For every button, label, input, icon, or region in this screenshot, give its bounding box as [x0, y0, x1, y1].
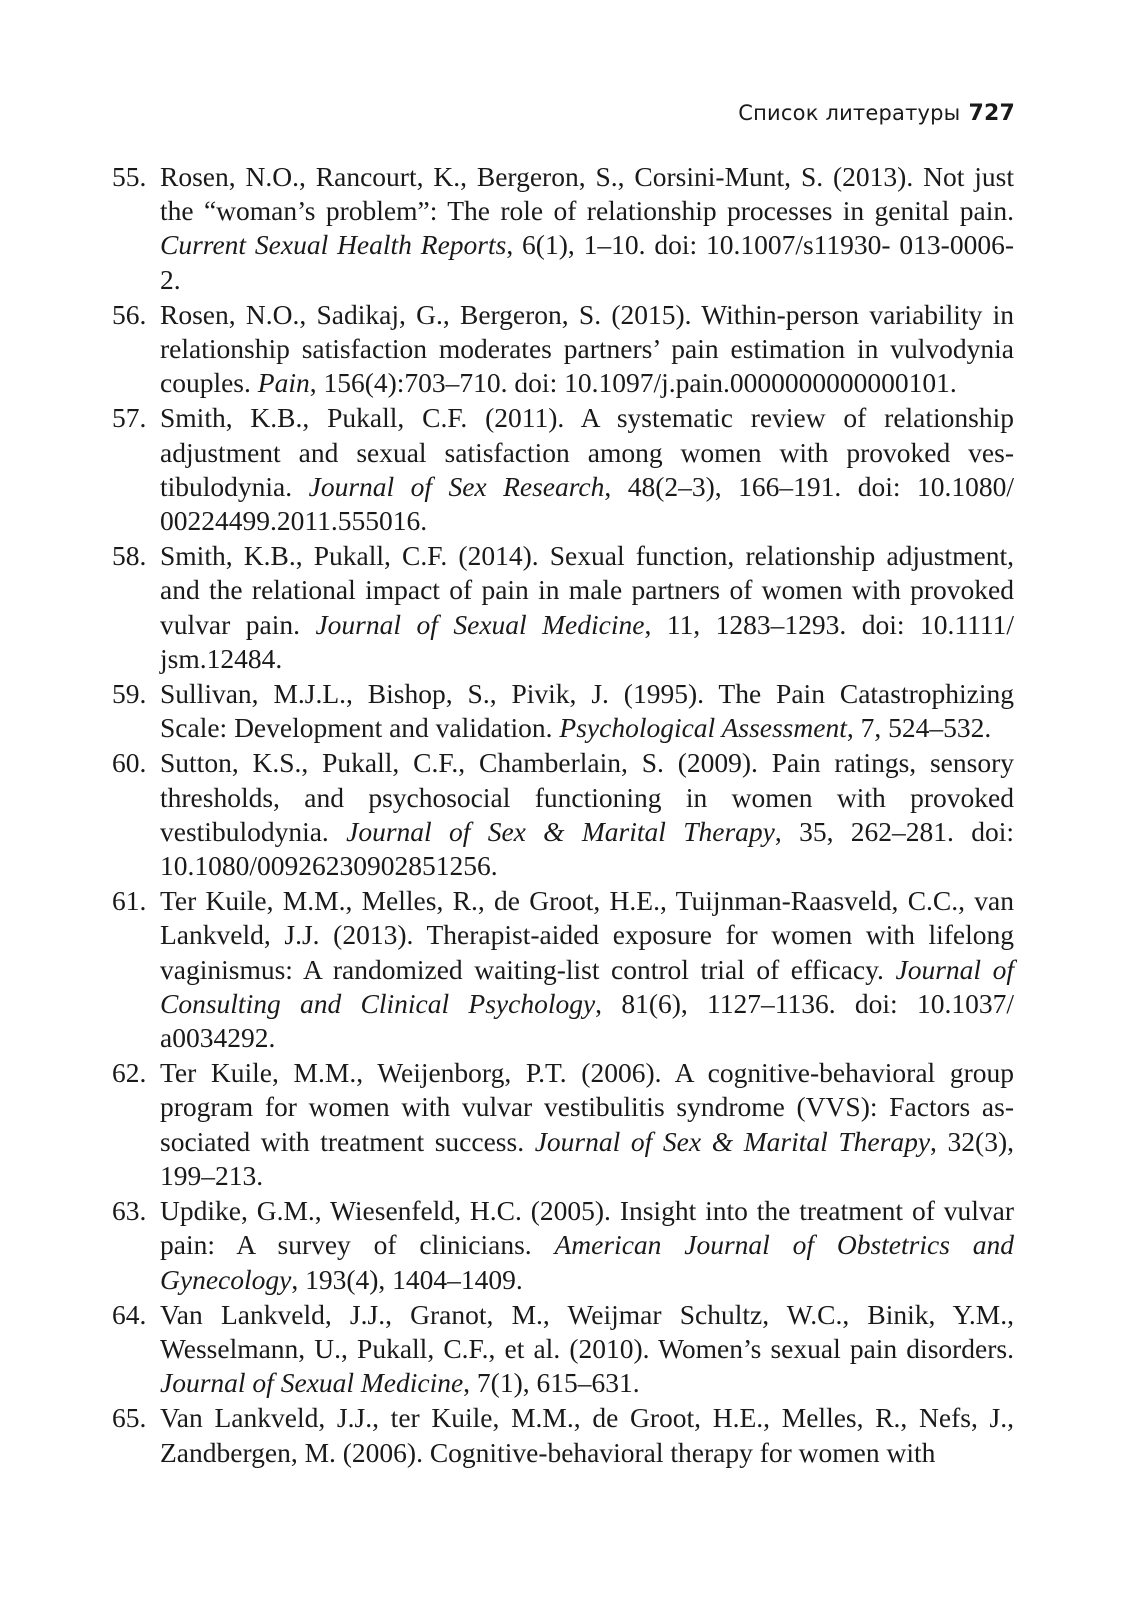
reference-text-segment: , 7, 524–532.	[846, 712, 992, 744]
running-head	[738, 101, 1015, 126]
reference-text-segment: Rosen, N.O., Rancourt, K., Bergeron, S., Corsini-Munt, S. (2013). Not just the “woman’s problem”: The role of relationship processes in genital pain.	[160, 161, 1014, 227]
reference-number: 61.	[112, 885, 147, 917]
reference-number: 60.	[112, 747, 147, 779]
reference-text-segment: , 48(2–3), 166–191. doi: 10.1080/ 00224499.2011.555016.	[160, 470, 1014, 537]
reference-source-title: Journal of Sex & Marital Therapy	[346, 815, 775, 847]
section-title: Список литературы	[738, 101, 961, 125]
reference-text-segment: Smith, K.B., Pukall, C.F. (2014). Sexual function, relationship adjustment, and the relational impact of pain in male partners of women with provoked vulvar pain.	[160, 540, 1014, 640]
reference-text	[160, 885, 1014, 1053]
reference-text	[160, 678, 1014, 743]
reference-text-segment: Van Lankveld, J.J., Granot, M., Weijmar Schultz, W.C., Binik, Y.M., Wesselmann, U., Pukall, C.F., et al. (2010). Women’s sexual pain disorders.	[160, 1298, 1014, 1364]
reference-text-segment: Updike, G.M., Wiesenfeld, H.C. (2005). Insight into the treatment of vulvar pain: A survey of clinicians.	[160, 1195, 1014, 1261]
reference-text	[160, 402, 1014, 536]
reference-text-segment: , 32(3), 199–213.	[160, 1125, 1014, 1191]
reference-item	[112, 884, 1014, 1055]
reference-item	[112, 746, 1014, 883]
reference-text-segment: Ter Kuile, M.M., Weijenborg, P.T. (2006). A cognitive-behavioral group program for women with vulvar vestibulitis syndrome (VVS): Factors associated with treatment success.	[160, 1057, 1014, 1157]
reference-text-segment: , 193(4), 1404–1409.	[291, 1263, 523, 1295]
reference-text	[160, 1299, 1014, 1398]
reference-item	[112, 298, 1014, 401]
reference-source-title: Journal of Sexual Medicine	[315, 608, 645, 640]
reference-text-segment: , 156(4):703–710. doi: 10.1097/j.pain.0000000000000101.	[309, 367, 957, 399]
reference-number: 62.	[112, 1057, 147, 1089]
reference-number: 55.	[112, 161, 147, 192]
reference-item	[112, 1298, 1014, 1401]
reference-item	[112, 1056, 1014, 1193]
reference-number: 59.	[112, 678, 147, 710]
reference-text-segment: Rosen, N.O., Sadikaj, G., Bergeron, S. (2015). Within-person variability in relationship satisfaction moderates partners’ pain estimation in vulvodynia couples.	[160, 298, 1014, 399]
reference-number: 64.	[112, 1298, 147, 1330]
reference-text	[160, 1057, 1014, 1191]
reference-item	[112, 677, 1014, 745]
reference-number: 56.	[112, 298, 147, 330]
reference-text-segment: , 7(1), 615–631.	[463, 1367, 640, 1399]
reference-text-segment: Sullivan, M.J.L., Bishop, S., Pivik, J. (1995). The Pain Catastrophizing Scale: Development and validation.	[160, 678, 1014, 744]
reference-number: 58.	[112, 540, 147, 572]
reference-text	[160, 299, 1014, 398]
reference-source-title: Current Sexual Health Reports	[160, 229, 507, 261]
reference-text-segment: , 81(6), 1127–1136. doi: 10.1037/ a0034292.	[160, 987, 1014, 1054]
reference-list	[112, 160, 1014, 1471]
reference-text-segment: Ter Kuile, M.M., Melles, R., de Groot, H.E., Tuijnman-Raasveld, C.C., van Lankveld, J.J. (2013). Therapist-aided exposure for women with lifelong vaginismus: A randomized waiting-list control trial of efficacy.	[160, 885, 1014, 985]
reference-source-title: Journal of Sex & Marital Therapy	[534, 1125, 931, 1157]
reference-item	[112, 1401, 1014, 1469]
reference-number: 65.	[112, 1402, 147, 1434]
reference-source-title: Journal of Sexual Medicine	[160, 1367, 464, 1399]
reference-number: 63.	[112, 1195, 147, 1227]
reference-text	[160, 1402, 1014, 1467]
reference-text	[160, 540, 1014, 674]
reference-text	[160, 747, 1014, 881]
page-number: 727	[968, 101, 1015, 126]
reference-text-segment: , 11, 1283–1293. doi: 10.1111/ jsm.12484.	[160, 608, 1015, 674]
reference-item	[112, 401, 1014, 538]
reference-number: 57.	[112, 402, 147, 434]
reference-text-segment: , 6(1), 1–10. doi: 10.1007/s11930- 013-0006-2.	[160, 229, 1014, 295]
reference-source-title: American Journal of Obstetrics and Gynecology	[160, 1229, 1014, 1295]
reference-item	[112, 1194, 1014, 1297]
reference-text-segment: Van Lankveld, J.J., ter Kuile, M.M., de Groot, H.E., Melles, R., Nefs, J., Zandbergen, M. (2006). Cognitive-behavioral therapy for women with	[160, 1402, 1014, 1468]
reference-text-segment: , 35, 262–281. doi: 10.1080/00926230902851256.	[160, 815, 1014, 882]
reference-source-title: Pain	[257, 367, 310, 399]
reference-text	[160, 1195, 1014, 1294]
reference-item	[112, 539, 1014, 676]
reference-text-segment: Smith, K.B., Pukall, C.F. (2011). A systematic review of relationship adjustment and sexual satisfaction among women with provoked vestibulodynia.	[160, 402, 1014, 502]
reference-text	[160, 161, 1014, 295]
reference-source-title: Journal of Sex Research	[308, 470, 605, 502]
reference-source-title: Psychological Assessment	[559, 712, 847, 744]
reference-source-title: Journal of Consulting and Clinical Psychology	[160, 953, 1014, 1019]
reference-item	[112, 160, 1014, 297]
reference-text-segment: Sutton, K.S., Pukall, C.F., Chamberlain, S. (2009). Pain ratings, sensory thresholds, and psychosocial functioning in women with provoked vestibulodynia.	[160, 747, 1014, 847]
